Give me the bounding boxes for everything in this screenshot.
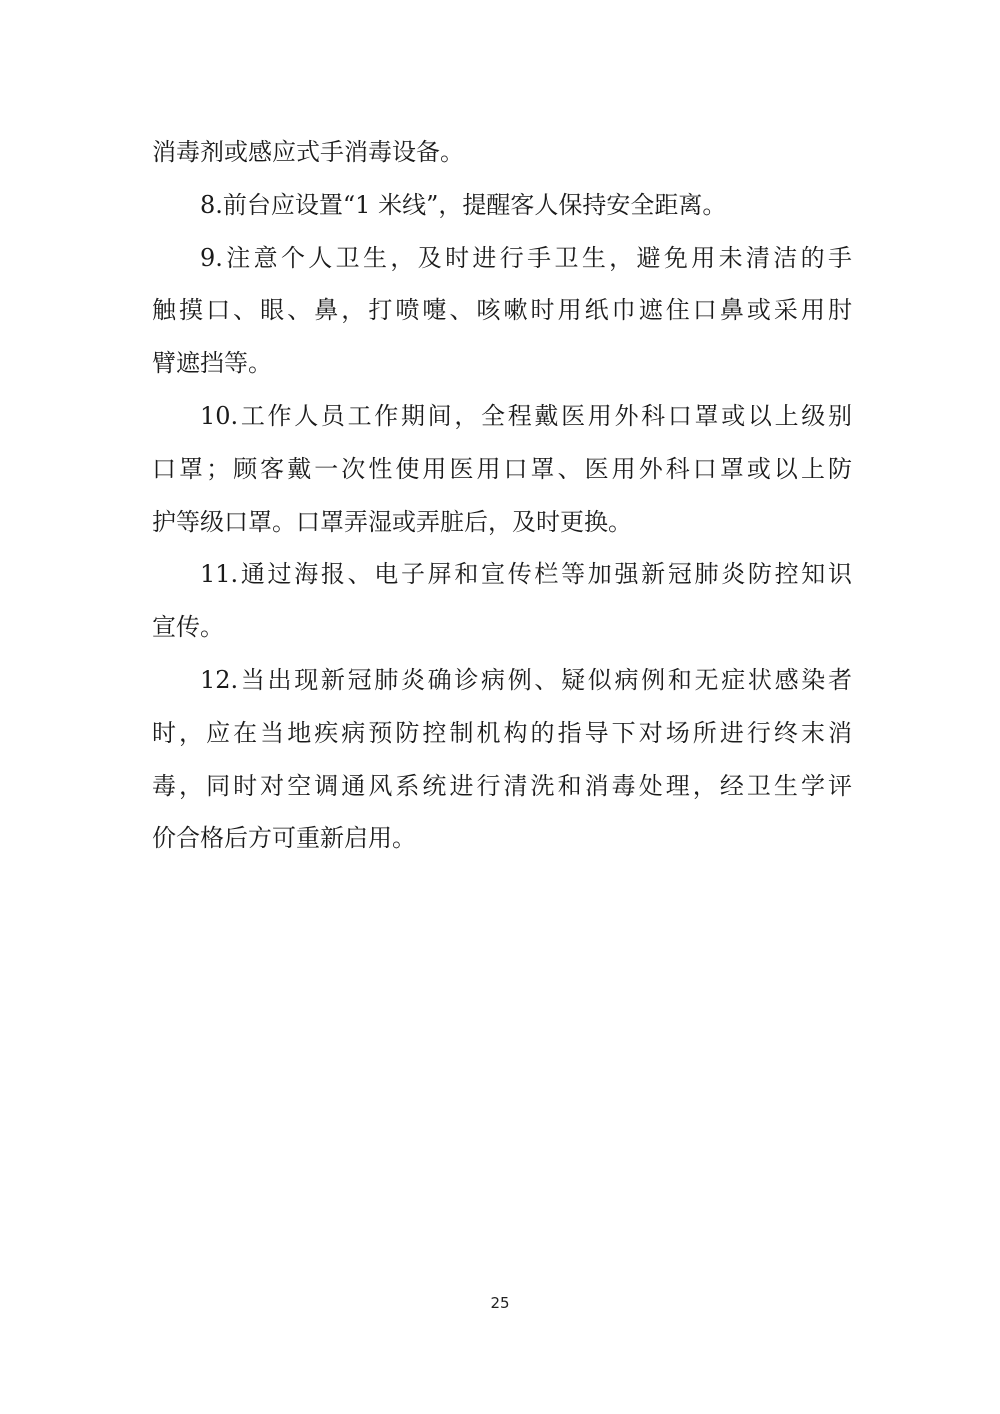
text-line: 臂遮挡等。 <box>152 349 272 378</box>
text-line: 12.当出现新冠肺炎确诊病例、疑似病例和无症状感染者 <box>200 665 852 694</box>
text-line: 10.工作人员工作期间，全程戴医用外科口罩或以上级别 <box>200 401 852 430</box>
text-line: 护等级口罩。口罩弄湿或弄脏后，及时更换。 <box>152 507 632 536</box>
text-line: 宣传。 <box>152 613 224 642</box>
text-line: 毒，同时对空调通风系统进行清洗和消毒处理，经卫生学评 <box>152 771 852 800</box>
text-line: 时，应在当地疾病预防控制机构的指导下对场所进行终末消 <box>152 718 852 747</box>
text-line: 消毒剂或感应式手消毒设备。 <box>152 138 464 166</box>
text-line: 11.通过海报、电子屏和宣传栏等加强新冠肺炎防控知识 <box>200 560 852 589</box>
page-number: 25 <box>490 1294 510 1312</box>
text-line: 9.注意个人卫生，及时进行手卫生，避免用未清洁的手 <box>200 243 852 272</box>
text-line: 触摸口、眼、鼻，打喷嚏、咳嗽时用纸巾遮住口鼻或采用肘 <box>152 296 852 325</box>
body-text <box>152 126 852 865</box>
text-line: 8.前台应设置“1 米线”，提醒客人保持安全距离。 <box>200 190 727 219</box>
text-line: 价合格后方可重新启用。 <box>152 824 416 853</box>
text-line: 口罩；顾客戴一次性使用医用口罩、医用外科口罩或以上防 <box>152 454 852 483</box>
